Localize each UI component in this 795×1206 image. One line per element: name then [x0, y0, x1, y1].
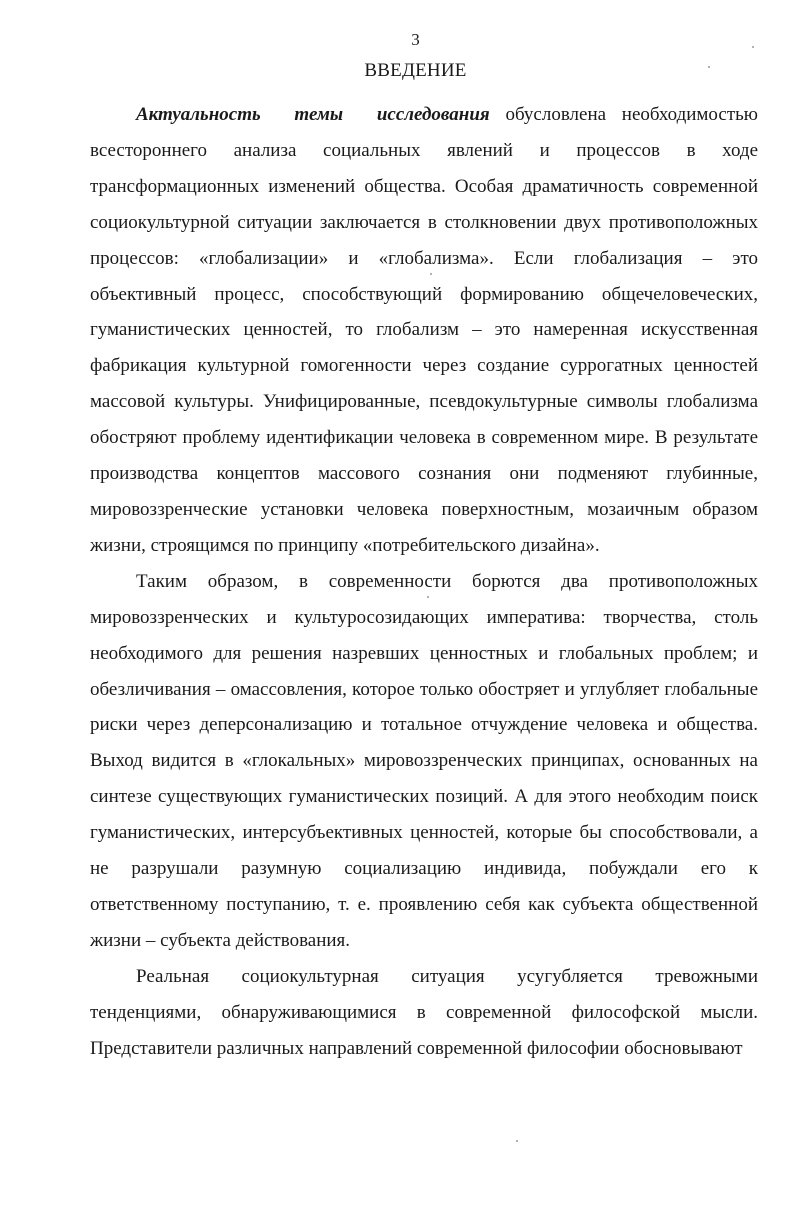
scan-speck	[430, 273, 432, 275]
scan-speck	[427, 596, 429, 598]
paragraph-text: Реальная социокультурная ситуация усугубляется тревожными тенденциями, обнаруживающимися в современной философской мысли. Представители различных направлений современной философии обосновывают	[90, 965, 758, 1059]
section-heading: ВВЕДЕНИЕ	[364, 60, 467, 81]
paragraph-relevance	[90, 97, 758, 564]
scan-speck	[708, 66, 710, 68]
paragraph-text: Таким образом, в современности борются два противоположных мировоззренческих и культуросозидающих императива: творчества, столь необходимого для решения назревших ценностных и глобальных проблем; и обезличивания – омассовления, которое только обостряет и углубляет глобальные риски через деперсонализацию и тотальное отчуждение человека и общества. Выход видится в «глокальных» мировоззренческих принципах, основанных на синтезе существующих гуманистических позиций. А для этого необходим поиск гуманистических, интерсубъективных ценностей, которые бы способствовали, а не разрушали разумную социализацию индивида, побуждали его к ответственному поступанию, т. е. проявлению себя как субъекта общественной жизни – субъекта действования.	[90, 570, 758, 951]
paragraph-lead-phrase: Актуальность темы исследования	[136, 104, 490, 125]
scan-speck	[516, 1140, 518, 1142]
scan-speck	[752, 46, 754, 48]
page-number: 3	[411, 30, 420, 49]
paragraph-text: обусловлена необходимостью всестороннего анализа социальных явлений и процессов в ходе трансформационных изменений общества. Особая драматичность современной социокультурной ситуации заключается в столкновении двух противоположных процессов: «глобализации» и «глобализма». Если глобализация – это объективный процесс, способствующий формированию общечеловеческих, гуманистических ценностей, то глобализм – это намеренная искусственная фабрикация культурной гомогенности через создание суррогатных ценностей массовой культуры. Унифицированные, псевдокультурные символы глобализма обостряют проблему идентификации человека в современном мире. В результате производства концептов массового сознания они подменяют глубинные, мировоззренческие установки человека поверхностным, мозаичным образом жизни, строящимся по принципу «потребительского дизайна».	[90, 104, 759, 556]
paragraph-situation	[90, 959, 758, 1067]
body-text	[90, 97, 758, 1066]
paragraph-imperatives	[90, 564, 758, 959]
